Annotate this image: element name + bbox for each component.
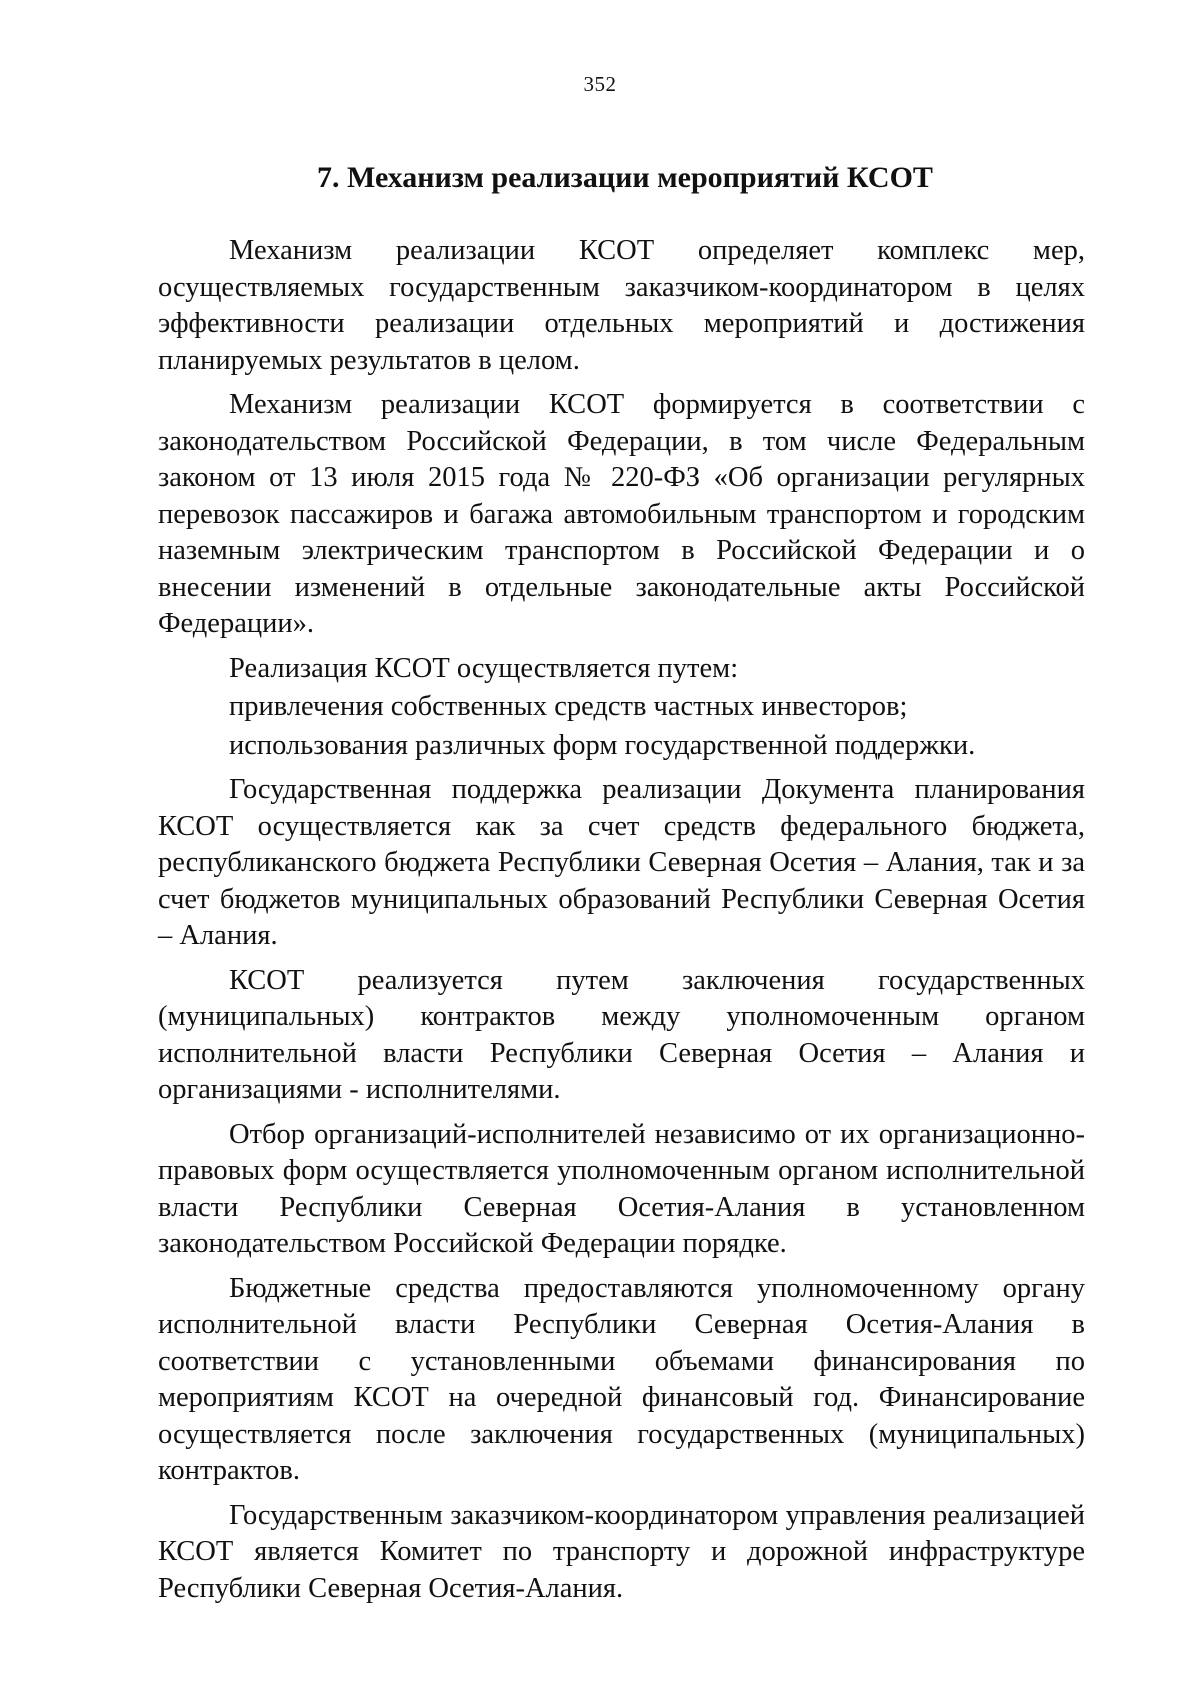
paragraph-mechanism-definition: Механизм реализации КСОТ определяет комплекс мер, осуществляемых государственным заказчиком-координатором в целях эффективности реализации отдельных мероприятий и достижения планируемых результатов в целом. <box>158 235 1085 376</box>
paragraph-contracts: КСОТ реализуется путем заключения государственных (муниципальных) контрактов между уполномоченным органом исполнительной власти Республики Северная Осетия – Алания и организациями - исполнителями. <box>158 964 1085 1105</box>
section-title: 7. Механизм реализации мероприятий КСОТ <box>317 161 933 194</box>
list-item-private-investors: привлечения собственных средств частных инвесторов; <box>229 691 908 722</box>
paragraph-budget-funds: Бюджетные средства предоставляются уполномоченному органу исполнительной власти Республики Северная Осетия-Алания в соответствии с установленными объемами финансирования по мероприятиям КСОТ на очередной финансовый год. Финансирование осуществляется после заключения государственных (муниципальных) контрактов. <box>158 1272 1085 1486</box>
paragraph-coordinator: Государственным заказчиком-координатором управления реализацией КСОТ является Комитет по транспорту и дорожной инфраструктуре Республики Северная Осетия-Алания. <box>158 1499 1085 1604</box>
paragraph-legal-basis: Механизм реализации КСОТ формируется в соответствии с законодательством Российской Федерации, в том числе Федеральным законом от 13 июля 2015 года № 220-ФЗ «Об организации регулярных перевозок пассажиров и багажа автомобильным транспортом и городским наземным электрическим транспортом в Российской Федерации и о внесении изменений в отдельные законодательные акты Российской Федерации». <box>158 389 1085 639</box>
paragraph-state-support: Государственная поддержка реализации Документа планирования КСОТ осуществляется как за счет средств федерального бюджета, республиканского бюджета Республики Северная Осетия – Алания, так и за счет бюджетов муниципальных образований Республики Северная Осетия – Алания. <box>158 774 1085 951</box>
paragraph-implementation-intro: Реализация КСОТ осуществляется путем: <box>229 652 739 684</box>
page-number: 352 <box>583 72 617 96</box>
paragraph-contractor-selection: Отбор организаций-исполнителей независимо от их организационно-правовых форм осуществляется уполномоченным органом исполнительной власти Республики Северная Осетия-Алания в установленном законодательством Российской Федерации порядке. <box>158 1118 1085 1259</box>
document-body <box>158 233 1085 1615</box>
list-item-state-support: использования различных форм государственной поддержки. <box>229 729 976 761</box>
